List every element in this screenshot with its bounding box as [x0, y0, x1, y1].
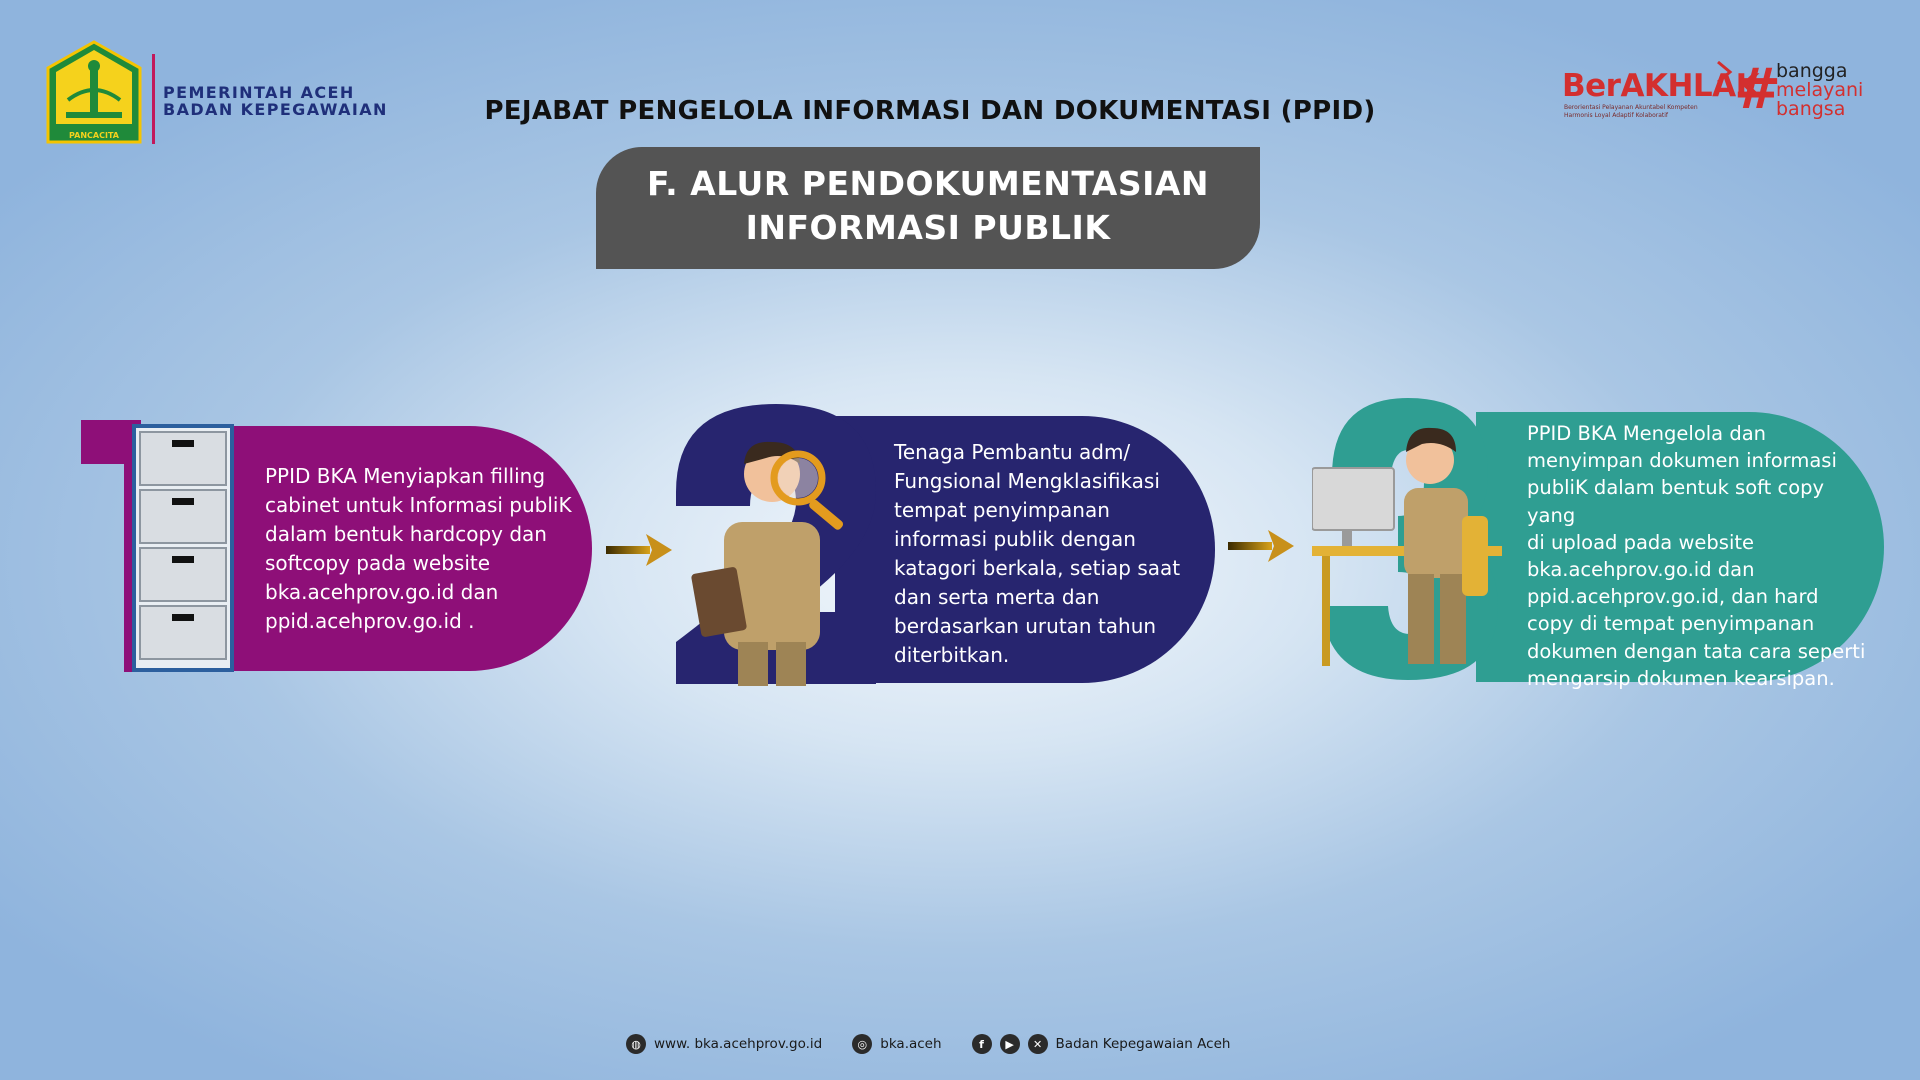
arrow-right-icon — [600, 530, 676, 570]
berakhlak-logo — [1562, 58, 1892, 128]
aceh-emblem-logo — [44, 40, 144, 146]
arrow-right-icon — [1222, 526, 1298, 566]
footer-social-name[interactable]: Badan Kepegawaian Aceh — [1055, 1036, 1231, 1052]
officer-with-magnifier-icon — [666, 402, 886, 686]
section-title-line-1: F. ALUR PENDOKUMENTASIAN — [646, 164, 1210, 203]
footer-instagram[interactable]: bka.aceh — [880, 1036, 942, 1052]
footer — [626, 1033, 1230, 1055]
org-line-2: BADAN KEPEGAWAIAN — [163, 100, 388, 119]
instagram-icon: ◎ — [852, 1034, 872, 1054]
berakhlak-slogan: bangga melayani bangsa — [1776, 60, 1864, 120]
logo-divider — [152, 54, 155, 144]
org-line-1: PEMERINTAH ACEH — [163, 83, 355, 102]
step-3-text: PPID BKA Mengelola dan menyimpan dokumen informasi publiK dalam bentuk soft copy yang di upload pada website bka.acehprov.go.id dan ppid.acehprov.go.id, dan hard copy di tempat penyimpanan dokumen dengan tata cara seperti mengarsip dokumen kearsipan. — [1527, 422, 1866, 690]
globe-icon: ◍ — [626, 1034, 646, 1054]
section-title-line-2: INFORMASI PUBLIK — [745, 208, 1111, 247]
step-2-text: Tenaga Pembantu adm/ Fungsional Mengklasifikasi tempat penyimpanan informasi publik dengan katagori berkala, setiap saat dan serta merta dan berdasarkan urutan tahun diterbitkan. — [894, 440, 1181, 667]
youtube-icon[interactable]: ▶ — [1000, 1034, 1020, 1054]
footer-website[interactable]: www. bka.acehprov.go.id — [654, 1036, 823, 1052]
step-1-text: PPID BKA Menyiapkan filling cabinet untuk Informasi publiK dalam bentuk hardcopy dan softcopy pada website bka.acehprov.go.id dan ppid.acehprov.go.id . — [265, 464, 572, 633]
filing-cabinet-icon — [130, 422, 236, 674]
section-title — [596, 147, 1260, 269]
x-icon[interactable]: ✕ — [1028, 1034, 1048, 1054]
berakhlak-tagline: Berorientasi Pelayanan Akuntabel Kompeten Harmonis Loyal Adaptif Kolaboratif — [1564, 104, 1698, 119]
logo-caption: PANCACITA — [69, 131, 119, 140]
page-title: PEJABAT PENGELOLA INFORMASI DAN DOKUMENTASI (PPID) — [484, 96, 1376, 126]
chevron-right-icon — [1714, 60, 1734, 84]
berakhlak-word: BerAKHLAK — [1562, 68, 1760, 104]
officer-at-computer-icon — [1312, 396, 1502, 682]
hashtag-icon: # — [1734, 57, 1781, 122]
facebook-icon[interactable]: f — [972, 1034, 992, 1054]
